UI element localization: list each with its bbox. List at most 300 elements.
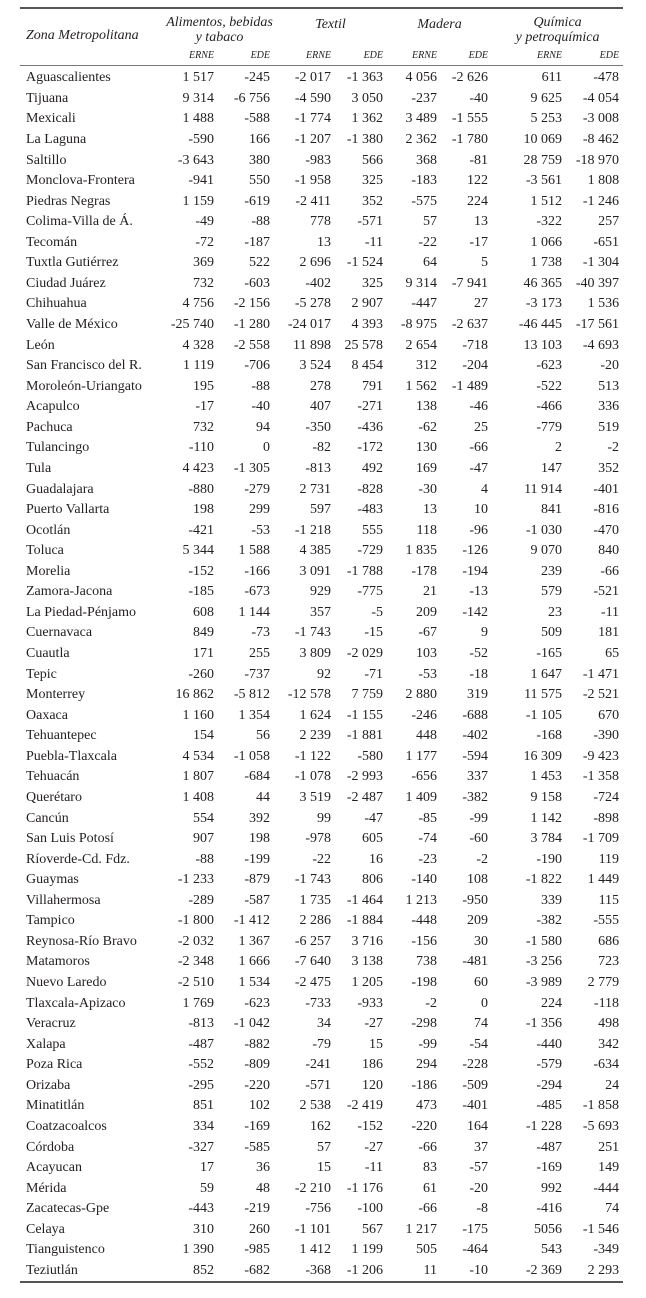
value-cell: 119 xyxy=(598,851,620,867)
value-cell: 380 xyxy=(249,152,271,168)
value-cell: -23 xyxy=(418,851,438,867)
table-row xyxy=(20,705,623,726)
value-cell: 209 xyxy=(416,604,438,620)
value-cell: 992 xyxy=(541,1180,563,1196)
zone-name-cell: Zacatecas-Gpe xyxy=(26,1201,110,1217)
zone-name-cell: Celaya xyxy=(26,1221,65,1237)
zone-name-cell: Acayucan xyxy=(26,1160,82,1176)
value-cell: -485 xyxy=(536,1098,563,1114)
value-cell: -2 993 xyxy=(346,769,384,785)
table-row xyxy=(20,233,623,254)
group-line2: y petroquímica xyxy=(515,30,600,45)
value-cell: 5056 xyxy=(534,1221,563,1237)
value-cell: 74 xyxy=(605,1201,620,1217)
zone-name-cell: Ocotlán xyxy=(26,522,71,538)
value-cell: -1 105 xyxy=(525,707,563,723)
subheader-erne: ERNE xyxy=(492,48,566,66)
value-cell: -2 156 xyxy=(233,296,271,312)
value-cell: -941 xyxy=(188,173,214,189)
value-cell: -46 xyxy=(469,399,489,415)
value-cell: 4 534 xyxy=(182,748,214,764)
value-cell: -898 xyxy=(593,810,620,826)
value-cell: 27 xyxy=(474,296,489,312)
value-cell: -10 xyxy=(441,1261,492,1283)
value-cell: -756 xyxy=(305,1201,332,1217)
value-cell: 9 625 xyxy=(530,90,563,106)
value-cell: -2 xyxy=(425,995,438,1011)
value-cell: 543 xyxy=(541,1242,563,1258)
value-cell: -27 xyxy=(364,1139,384,1155)
zone-name-cell: Toluca xyxy=(26,543,64,559)
value-cell: -165 xyxy=(536,646,563,662)
value-cell: 138 xyxy=(416,399,438,415)
value-cell: -5 812 xyxy=(233,687,271,703)
value-cell: 103 xyxy=(416,646,438,662)
table-row xyxy=(20,788,623,809)
value-cell: -73 xyxy=(251,625,271,641)
group-header-alimentos xyxy=(165,8,274,48)
table-row xyxy=(20,829,623,850)
value-cell: -66 xyxy=(600,563,620,579)
value-cell: -5 693 xyxy=(582,1118,620,1134)
value-cell: 2 362 xyxy=(405,131,438,147)
value-cell: 778 xyxy=(310,214,332,230)
value-cell: -11 xyxy=(364,1160,384,1176)
group-line1: Alimentos, bebidas xyxy=(166,15,273,30)
value-cell: -6 257 xyxy=(294,933,332,949)
value-cell: -483 xyxy=(357,502,384,518)
value-cell: -17 xyxy=(469,234,489,250)
value-cell: -198 xyxy=(411,975,438,991)
value-cell: 120 xyxy=(362,1077,384,1093)
table-row xyxy=(20,932,623,953)
zone-name-cell: Coatzacoalcos xyxy=(26,1118,107,1134)
zone-name-cell: Tepic xyxy=(26,666,57,682)
value-cell: -706 xyxy=(244,358,271,374)
subheader-empty xyxy=(20,48,165,66)
value-cell: -729 xyxy=(357,543,384,559)
value-cell: -156 xyxy=(411,933,438,949)
zone-name-cell: Morelia xyxy=(26,563,71,579)
value-cell: -487 xyxy=(536,1139,563,1155)
value-cell: 1 666 xyxy=(238,954,271,970)
value-cell: 2 293 xyxy=(566,1261,623,1283)
value-cell: -470 xyxy=(593,522,620,538)
value-cell: 9 314 xyxy=(405,275,438,291)
value-cell: 334 xyxy=(193,1118,214,1134)
value-cell: 1 562 xyxy=(405,378,438,394)
value-cell: -40 xyxy=(251,399,271,415)
value-cell: 11 914 xyxy=(524,481,563,497)
value-cell: -82 xyxy=(312,440,332,456)
value-cell: 2 779 xyxy=(587,975,620,991)
zone-name-cell: Tula xyxy=(26,460,52,476)
value-cell: 0 xyxy=(481,995,489,1011)
value-cell: -8 975 xyxy=(400,317,438,333)
value-cell: -5 xyxy=(371,604,384,620)
value-cell: 579 xyxy=(541,584,563,600)
value-cell: 5 253 xyxy=(530,111,563,127)
value-cell: 44 xyxy=(256,789,271,805)
subheader-row xyxy=(20,48,623,66)
value-cell: 2 239 xyxy=(299,728,332,744)
value-cell: -20 xyxy=(600,358,620,374)
table-row xyxy=(20,459,623,480)
value-cell: -575 xyxy=(411,193,438,209)
table-row xyxy=(20,520,623,541)
value-cell: 5 xyxy=(481,255,489,271)
value-cell: 16 309 xyxy=(523,748,563,764)
value-cell: -11 xyxy=(600,604,620,620)
table-row xyxy=(20,335,623,356)
value-cell: -1 356 xyxy=(525,1016,563,1032)
value-cell: -587 xyxy=(244,892,271,908)
value-cell: 299 xyxy=(249,502,271,518)
value-cell: 2 xyxy=(555,440,563,456)
zone-name-cell: Monclova-Frontera xyxy=(26,173,135,189)
value-cell: -594 xyxy=(462,748,489,764)
zone-name-cell: Tlaxcala-Apizaco xyxy=(26,995,126,1011)
zone-name-cell: Saltillo xyxy=(26,152,67,168)
value-cell: -571 xyxy=(305,1077,332,1093)
value-cell: -7 640 xyxy=(294,954,332,970)
value-cell: -623 xyxy=(536,358,563,374)
value-cell: -152 xyxy=(357,1118,384,1134)
value-cell: -1 743 xyxy=(294,625,332,641)
table-row xyxy=(20,1117,623,1138)
value-cell: -3 173 xyxy=(525,296,563,312)
value-cell: -882 xyxy=(244,1036,271,1052)
value-cell: -1 101 xyxy=(294,1221,332,1237)
value-cell: -169 xyxy=(244,1118,271,1134)
value-cell: 4 328 xyxy=(182,337,214,353)
group-line1: Textil xyxy=(315,17,346,32)
value-cell: -241 xyxy=(305,1057,332,1073)
value-cell: -5 278 xyxy=(294,296,332,312)
table-row xyxy=(20,623,623,644)
zone-name-cell: Oaxaca xyxy=(26,707,68,723)
value-cell: 1 534 xyxy=(238,975,271,991)
group-header-textil xyxy=(274,8,387,48)
value-cell: -3 989 xyxy=(525,975,563,991)
value-cell: 337 xyxy=(467,769,489,785)
value-cell: -623 xyxy=(244,995,271,1011)
value-cell: 260 xyxy=(249,1221,271,1237)
value-cell: 310 xyxy=(193,1221,214,1237)
value-cell: 1 512 xyxy=(530,193,563,209)
value-cell: 83 xyxy=(423,1160,438,1176)
value-cell: -464 xyxy=(462,1242,489,1258)
value-cell: -13 xyxy=(469,584,489,600)
table-row xyxy=(20,356,623,377)
metropolitan-zone-table xyxy=(20,7,623,1283)
value-cell: -8 462 xyxy=(582,131,620,147)
value-cell: -349 xyxy=(593,1242,620,1258)
value-cell: -62 xyxy=(418,419,438,435)
value-cell: -775 xyxy=(357,584,384,600)
zone-name-cell: Tijuana xyxy=(26,90,69,106)
value-cell: 15 xyxy=(317,1160,332,1176)
table-row xyxy=(20,109,623,130)
value-cell: -816 xyxy=(593,502,620,518)
value-cell: 21 xyxy=(423,584,438,600)
table-row xyxy=(20,479,623,500)
value-cell: 11 xyxy=(387,1261,441,1283)
table-row xyxy=(20,418,623,439)
value-cell: -1 358 xyxy=(582,769,620,785)
value-cell: 352 xyxy=(362,193,384,209)
value-cell: 224 xyxy=(541,995,563,1011)
table-row xyxy=(20,1055,623,1076)
value-cell: -30 xyxy=(418,481,438,497)
value-cell: 186 xyxy=(362,1057,384,1073)
value-cell: 1 488 xyxy=(182,111,214,127)
value-cell: -71 xyxy=(364,666,384,682)
value-cell: 550 xyxy=(249,173,271,189)
value-cell: 162 xyxy=(310,1118,332,1134)
zone-name-cell: Nuevo Laredo xyxy=(26,975,107,991)
value-cell: -279 xyxy=(244,481,271,497)
value-cell: -619 xyxy=(244,193,271,209)
value-cell: -2 487 xyxy=(346,789,384,805)
value-cell: 7 759 xyxy=(351,687,384,703)
value-cell: 11 898 xyxy=(293,337,332,353)
value-cell: -447 xyxy=(411,296,438,312)
value-cell: -6 756 xyxy=(233,90,271,106)
value-cell: 554 xyxy=(193,810,214,826)
value-cell: 597 xyxy=(310,502,332,518)
value-cell: 1 735 xyxy=(299,892,332,908)
value-cell: 1 213 xyxy=(405,892,438,908)
value-cell: -74 xyxy=(418,831,438,847)
value-cell: 611 xyxy=(541,70,563,86)
value-cell: 3 050 xyxy=(351,90,384,106)
subheader-ede: EDE xyxy=(441,48,492,66)
value-cell: 198 xyxy=(193,502,214,518)
value-cell: 294 xyxy=(416,1057,438,1073)
zone-name-cell: Cuautla xyxy=(26,646,70,662)
value-cell: 57 xyxy=(317,1139,332,1155)
table-row xyxy=(20,274,623,295)
zone-name-cell: Tehuacán xyxy=(26,769,80,785)
value-cell: 1 144 xyxy=(238,604,271,620)
value-cell: -140 xyxy=(411,872,438,888)
value-cell: 4 393 xyxy=(351,317,384,333)
zone-name-cell: Tuxtla Gutiérrez xyxy=(26,255,119,271)
value-cell: -25 740 xyxy=(170,317,214,333)
value-cell: -17 xyxy=(195,399,214,415)
table-row xyxy=(20,253,623,274)
value-cell: 24 xyxy=(605,1077,620,1093)
table-body xyxy=(20,66,623,1283)
value-cell: 522 xyxy=(249,255,271,271)
value-cell: 61 xyxy=(423,1180,438,1196)
table-row xyxy=(20,664,623,685)
value-cell: -185 xyxy=(188,584,214,600)
table-row xyxy=(20,500,623,521)
value-cell: -88 xyxy=(251,214,271,230)
value-cell: 1 142 xyxy=(530,810,563,826)
value-cell: -688 xyxy=(462,707,489,723)
value-cell: -1 380 xyxy=(346,131,384,147)
value-cell: 130 xyxy=(416,440,438,456)
value-cell: -118 xyxy=(593,995,620,1011)
value-cell: -1 122 xyxy=(294,748,332,764)
subheader-ede: EDE xyxy=(218,48,274,66)
value-cell: 10 xyxy=(474,502,489,518)
value-cell: 224 xyxy=(467,193,489,209)
zone-name-cell: Puebla-Tlaxcala xyxy=(26,748,117,764)
value-cell: 1 807 xyxy=(182,769,214,785)
zone-name-cell: Moroleón-Uriangato xyxy=(26,378,142,394)
value-cell: -634 xyxy=(593,1057,620,1073)
zone-name-cell: San Luis Potosí xyxy=(26,831,114,847)
value-cell: -809 xyxy=(244,1057,271,1073)
value-cell: 94 xyxy=(256,419,271,435)
value-cell: -879 xyxy=(244,872,271,888)
value-cell: -3 643 xyxy=(177,152,214,168)
value-cell: 448 xyxy=(416,728,438,744)
table-row xyxy=(20,315,623,336)
value-cell: 3 524 xyxy=(299,358,332,374)
value-cell: 670 xyxy=(598,707,620,723)
table-row xyxy=(20,1014,623,1035)
value-cell: -66 xyxy=(418,1139,438,1155)
table-row xyxy=(20,726,623,747)
value-cell: -656 xyxy=(411,769,438,785)
value-cell: -1 555 xyxy=(451,111,489,127)
value-cell: 257 xyxy=(598,214,620,230)
value-cell: -3 008 xyxy=(582,111,620,127)
value-cell: 23 xyxy=(548,604,563,620)
value-cell: -81 xyxy=(469,152,489,168)
value-cell: -487 xyxy=(188,1036,214,1052)
zone-name-cell: Cancún xyxy=(26,810,69,826)
value-cell: -169 xyxy=(536,1160,563,1176)
value-cell: -382 xyxy=(462,789,489,805)
subheader-ede: EDE xyxy=(335,48,387,66)
value-cell: 1 835 xyxy=(405,543,438,559)
value-cell: 357 xyxy=(310,604,332,620)
value-cell: -1 218 xyxy=(294,522,332,538)
value-cell: 732 xyxy=(193,275,214,291)
value-cell: 255 xyxy=(249,646,271,662)
value-cell: 8 454 xyxy=(351,358,384,374)
value-cell: -1 580 xyxy=(525,933,563,949)
value-cell: -27 xyxy=(364,1016,384,1032)
value-cell: 840 xyxy=(598,543,620,559)
value-cell: 25 578 xyxy=(344,337,384,353)
value-cell: -1 489 xyxy=(451,378,489,394)
value-cell: 99 xyxy=(317,810,332,826)
value-cell: 10 069 xyxy=(523,131,563,147)
zone-name-cell: Mexicali xyxy=(26,111,76,127)
value-cell: -718 xyxy=(462,337,489,353)
zone-name-cell: Xalapa xyxy=(26,1036,66,1052)
value-cell: -175 xyxy=(462,1221,489,1237)
value-cell: 11 575 xyxy=(524,687,563,703)
value-cell: 102 xyxy=(249,1098,271,1114)
value-cell: -1 780 xyxy=(451,131,489,147)
subheader-ede: EDE xyxy=(566,48,623,66)
group-line2: y tabaco xyxy=(195,30,244,45)
value-cell: 319 xyxy=(467,687,489,703)
value-cell: 4 385 xyxy=(299,543,332,559)
value-cell: 166 xyxy=(249,131,271,147)
value-cell: -1 207 xyxy=(294,131,332,147)
table-row xyxy=(20,541,623,562)
zona-header: Zona Metropolitana xyxy=(20,8,165,48)
value-cell: -1 822 xyxy=(525,872,563,888)
value-cell: -552 xyxy=(188,1057,214,1073)
value-cell: -1 042 xyxy=(233,1016,271,1032)
zone-name-cell: Matamoros xyxy=(26,954,90,970)
value-cell: -49 xyxy=(195,214,214,230)
value-cell: 37 xyxy=(474,1139,489,1155)
value-cell: -2 521 xyxy=(582,687,620,703)
zone-name-cell: Ríoverde-Cd. Fdz. xyxy=(26,851,130,867)
value-cell: 1 160 xyxy=(182,707,214,723)
value-cell: 60 xyxy=(474,975,489,991)
value-cell: 325 xyxy=(362,173,384,189)
zone-name-cell: Colima-Villa de Á. xyxy=(26,214,133,230)
table-row xyxy=(20,1034,623,1055)
value-cell: -2 510 xyxy=(177,975,214,991)
value-cell: 92 xyxy=(317,666,332,682)
value-cell: -66 xyxy=(469,440,489,456)
value-cell: -142 xyxy=(462,604,489,620)
value-cell: -466 xyxy=(536,399,563,415)
value-cell: -1 412 xyxy=(233,913,271,929)
value-cell: -187 xyxy=(244,234,271,250)
zone-name-cell: Poza Rica xyxy=(26,1057,83,1073)
zone-name-cell: Puerto Vallarta xyxy=(26,502,110,518)
value-cell: 2 907 xyxy=(351,296,384,312)
value-cell: -204 xyxy=(462,358,489,374)
value-cell: -47 xyxy=(364,810,384,826)
value-cell: 149 xyxy=(598,1160,620,1176)
value-cell: -828 xyxy=(357,481,384,497)
zone-name-cell: Tehuantepec xyxy=(26,728,97,744)
value-cell: -88 xyxy=(195,851,214,867)
zone-name-cell: Tianguistenco xyxy=(26,1242,105,1258)
value-cell: -421 xyxy=(188,522,214,538)
value-cell: 65 xyxy=(605,646,620,662)
value-cell: 407 xyxy=(310,399,332,415)
value-cell: -327 xyxy=(188,1139,214,1155)
value-cell: 1 408 xyxy=(182,789,214,805)
value-cell: -57 xyxy=(469,1160,489,1176)
subheader-erne: ERNE xyxy=(274,48,335,66)
value-cell: -40 397 xyxy=(575,275,620,291)
value-cell: 806 xyxy=(362,872,384,888)
value-cell: 1 199 xyxy=(351,1242,384,1258)
value-cell: -651 xyxy=(593,234,620,250)
value-cell: -1 464 xyxy=(346,892,384,908)
value-cell: 1 536 xyxy=(587,296,620,312)
value-cell: 1 066 xyxy=(530,234,563,250)
value-cell: -22 xyxy=(418,234,438,250)
value-cell: -402 xyxy=(305,275,332,291)
value-cell: -110 xyxy=(188,440,214,456)
value-cell: -228 xyxy=(462,1057,489,1073)
value-cell: 605 xyxy=(362,831,384,847)
value-cell: -3 256 xyxy=(525,954,563,970)
value-cell: 239 xyxy=(541,563,563,579)
value-cell: -2 411 xyxy=(295,193,332,209)
value-cell: -444 xyxy=(593,1180,620,1196)
value-cell: 59 xyxy=(200,1180,214,1196)
